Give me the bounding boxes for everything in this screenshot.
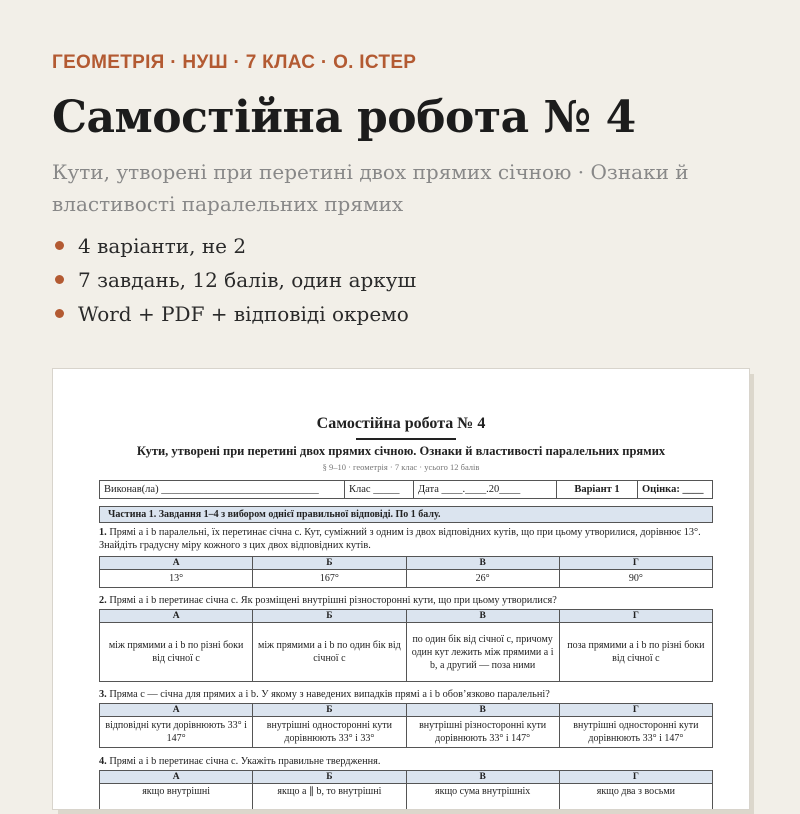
doc-title: Самостійна робота № 4 [316, 415, 486, 432]
course-kicker: ГЕОМЕТРІЯ · НУШ · 7 КЛАС · О. ІСТЕР [52, 52, 417, 73]
task-3 [99, 688, 713, 701]
bullet-dot-icon [55, 309, 64, 318]
task-2 [99, 594, 713, 607]
option-cell: внутрішні односторонні кути дорівнюють 33° і 33° [253, 717, 406, 748]
task-number: 3. [99, 689, 107, 700]
feature-item [52, 229, 416, 263]
score-field: Оцінка: ____ [638, 481, 713, 499]
option-letter: Б [253, 610, 406, 623]
date-field: Дата ____.____.20____ [414, 481, 557, 499]
name-field: Виконав(ла) ______________________________ [100, 481, 345, 499]
option-letter: В [406, 771, 559, 784]
task-text: Прямі a і b перетинає січна c. Укажіть правильне твердження. [109, 756, 381, 767]
doc-subtitle: Кути, утворені при перетині двох прямих січною. Ознаки й властивості паралельних прямих [136, 444, 666, 458]
option-letter: В [406, 704, 559, 717]
option-cell: 167° [253, 570, 406, 588]
doc-meta: § 9–10 · геометрія · 7 клас · усього 12 балів [322, 462, 480, 472]
option-letter: Г [559, 771, 712, 784]
variant-label: Варіант 1 [557, 481, 638, 499]
option-cell: 90° [559, 570, 712, 588]
option-cell: якщо a ∥ b, то внутрішні [253, 784, 406, 811]
option-letter: Б [253, 704, 406, 717]
task-1 [99, 526, 713, 552]
option-cell: внутрішні різносторонні кути дорівнюють 33° і 147° [406, 717, 559, 748]
class-field: Клас _____ [345, 481, 414, 499]
option-cell: 13° [100, 570, 253, 588]
option-cell: внутрішні односторонні кути дорівнюють 33° і 147° [559, 717, 712, 748]
option-cell: між прямими a і b по різні боки від січної c [100, 623, 253, 682]
doc-title-underline [356, 438, 456, 440]
feature-item [52, 297, 416, 331]
option-letter: В [406, 557, 559, 570]
task-number: 1. [99, 527, 107, 538]
task-number: 2. [99, 595, 107, 606]
option-cell: між прямими a і b по один бік від січної c [253, 623, 406, 682]
page-title: Самостійна робота № 4 [52, 92, 636, 143]
option-letter: Б [253, 557, 406, 570]
option-letter: Г [559, 610, 712, 623]
feature-text: 7 завдань, 12 балів, один аркуш [78, 268, 417, 292]
task-1-options [99, 556, 713, 588]
task-4 [99, 755, 713, 768]
feature-text: Word + PDF + відповіді окремо [78, 302, 409, 326]
option-letter: А [100, 610, 253, 623]
option-cell: якщо сума внутрішніх [406, 784, 559, 811]
option-letter: А [100, 704, 253, 717]
part-heading: Частина 1. Завдання 1–4 з вибором однієї правильної відповіді. По 1 балу. [99, 506, 713, 523]
student-info-table [99, 480, 713, 499]
page-subtitle: Кути, утворені при перетині двох прямих січною · Ознаки й властивості паралельних прямих [52, 160, 689, 216]
feature-list [52, 229, 416, 331]
task-3-options [99, 703, 713, 748]
task-4-options [99, 770, 713, 810]
task-2-options [99, 609, 713, 682]
option-cell: якщо два з восьми [559, 784, 712, 811]
option-letter: Б [253, 771, 406, 784]
option-cell: поза прямими a і b по різні боки від січної c [559, 623, 712, 682]
option-cell: по один бік від січної c, причому один кут лежить між прямими a і b, а другий — поза ними [406, 623, 559, 682]
option-letter: А [100, 557, 253, 570]
task-text: Пряма c — січна для прямих a і b. У якому з наведених випадків прямі a і b обов’язково паралельні? [109, 689, 550, 700]
worksheet-preview [52, 368, 750, 810]
feature-text: 4 варіанти, не 2 [78, 234, 247, 258]
option-cell: якщо внутрішні [100, 784, 253, 811]
feature-item [52, 263, 416, 297]
option-letter: А [100, 771, 253, 784]
option-letter: В [406, 610, 559, 623]
option-cell: 26° [406, 570, 559, 588]
bullet-dot-icon [55, 275, 64, 284]
task-text: Прямі a і b паралельні, їх перетинає січна c. Кут, суміжний з одним із двох відповідних кутів, що при цьому утворилися, дорівнює 13°. Знайдіть градусну міру кожного з цих двох відповідних кутів. [99, 527, 701, 551]
option-letter: Г [559, 704, 712, 717]
task-text: Прямі a і b перетинає січна c. Як розміщені внутрішні різносторонні кути, що при цьому утворилися? [109, 595, 557, 606]
bullet-dot-icon [55, 241, 64, 250]
task-number: 4. [99, 756, 107, 767]
option-letter: Г [559, 557, 712, 570]
option-cell: відповідні кути дорівнюють 33° і 147° [100, 717, 253, 748]
